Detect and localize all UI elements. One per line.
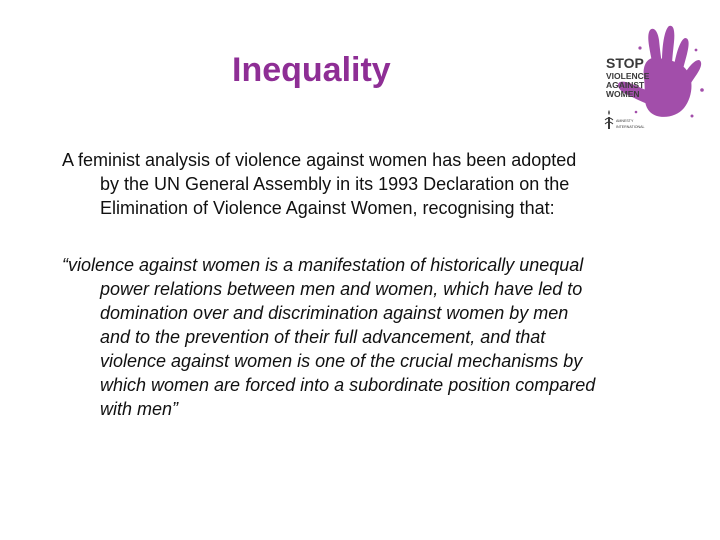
quote-line-7: with men” (100, 399, 179, 419)
quote-line-2: power relations between men and women, which have led to (100, 279, 583, 299)
logo-sub-line-2: INTERNATIONAL (616, 125, 645, 129)
quote-line-6: which women are forced into a subordinate position compared (100, 375, 596, 395)
quote-line-3: domination over and discrimination against women by men (100, 303, 569, 323)
intro-line-2: by the UN General Assembly in its 1993 Declaration on the (100, 174, 570, 194)
quote-line-5: violence against women is one of the crucial mechanisms by (100, 351, 583, 371)
logo-line-against: AGAINST (606, 80, 645, 90)
logo-line-women: WOMEN (606, 89, 640, 99)
stop-violence-against-women-logo (596, 20, 714, 138)
logo-line-stop: STOP (606, 55, 644, 71)
hand-print-icon (596, 20, 714, 138)
intro-line-1: A feminist analysis of violence against women has been adopted (62, 150, 577, 170)
amnesty-candle-icon (605, 110, 613, 129)
quote-line-1: “violence against women is a manifestation of historically unequal (62, 255, 584, 275)
logo-sub-line-1: AMNESTY (616, 119, 634, 123)
slide-title: Inequality (232, 51, 391, 89)
logo-line-violence: VIOLENCE (606, 71, 650, 81)
quote-line-4: and to the prevention of their full advancement, and that (100, 327, 546, 347)
quote-paragraph (62, 253, 692, 421)
intro-line-3: Elimination of Violence Against Women, recognising that: (100, 198, 555, 218)
intro-paragraph (62, 148, 692, 220)
